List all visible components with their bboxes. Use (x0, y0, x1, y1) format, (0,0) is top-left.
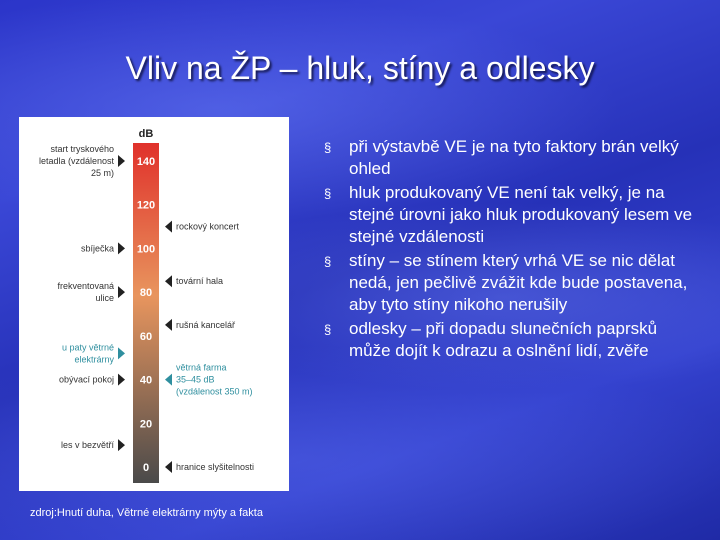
bullet-marker: § (324, 186, 332, 201)
decibel-tick-label: 40 (139, 374, 153, 387)
decibel-tick-label: 120 (136, 199, 156, 212)
left-pointer-arrow-icon (118, 374, 125, 386)
bullet-text: hluk produkovaný VE není tak velký, je na stejné úrovni jako hluk produkovaný lesem ve stejné vzdálenosti (349, 183, 693, 246)
right-noise-source-label: větrná farma (176, 362, 227, 373)
left-pointer-arrow-icon (118, 439, 125, 451)
left-noise-source-label: 25 m) (90, 168, 114, 178)
right-noise-source-label: hranice slyšitelnosti (176, 462, 255, 472)
bullet-marker: § (324, 140, 332, 155)
left-noise-source-label: ulice (95, 293, 114, 304)
bullet-item (322, 136, 702, 180)
slide-title: Vliv na ŽP – hluk, stíny a odlesky (125, 50, 595, 86)
right-noise-source-label: tovární hala (176, 276, 224, 287)
decibel-scale-bar (133, 143, 159, 483)
decibel-tick-label: 100 (136, 243, 156, 256)
left-pointer-arrow-icon (118, 155, 125, 167)
left-noise-source-label: sbíječka (80, 243, 114, 254)
decibel-tick-label: 140 (136, 156, 156, 168)
bullet-text: při výstavbě VE je na tyto faktory brán velký ohled (349, 137, 679, 178)
right-pointer-arrow-icon (165, 275, 172, 287)
right-noise-source-label: rušná kancelář (176, 319, 236, 330)
bullet-marker: § (324, 254, 332, 269)
right-pointer-arrow-icon (165, 374, 172, 386)
decibel-unit-label: dB (138, 128, 154, 140)
left-pointer-arrow-icon (118, 347, 125, 359)
right-noise-source-label: 35–45 dB (176, 374, 215, 385)
bullet-item (322, 182, 702, 248)
left-noise-source-label: les v bezvětří (60, 440, 114, 451)
left-pointer-arrow-icon (118, 286, 125, 298)
left-noise-source-label: letadla (vzdálenost (38, 156, 114, 166)
left-noise-source-label: obývací pokoj (58, 374, 114, 385)
left-pointer-arrow-icon (118, 242, 125, 254)
right-pointer-arrow-icon (165, 319, 172, 331)
right-pointer-arrow-icon (165, 221, 172, 233)
noise-scale-svg (19, 117, 289, 491)
source-caption: zdroj:Hnutí duha, Větrné elektrárny mýty a fakta (30, 507, 263, 519)
bullet-text: stíny – se stínem který vrhá VE se nic dělat nedá, jen pečlivě zvážit kde bude postavena, aby tyto stíny nikoho nerušily (349, 251, 688, 314)
left-noise-source-label: frekventovaná (57, 281, 114, 292)
decibel-tick-label: 0 (142, 462, 150, 474)
bullet-marker: § (324, 322, 332, 337)
bullet-item (322, 250, 702, 316)
decibel-tick-label: 80 (139, 287, 153, 300)
right-pointer-arrow-icon (165, 461, 172, 473)
bullet-list (322, 136, 702, 364)
decibel-tick-label: 60 (139, 330, 153, 343)
left-noise-source-label: u paty větrné (61, 342, 114, 353)
right-noise-source-label: (vzdálenost 350 m) (176, 386, 253, 397)
left-noise-source-label: elektrárny (74, 354, 114, 365)
right-noise-source-label: rockový koncert (176, 221, 240, 232)
decibel-tick-label: 20 (139, 418, 153, 431)
noise-level-figure (19, 117, 289, 491)
bullet-item (322, 318, 702, 362)
left-noise-source-label: start tryskového (50, 144, 114, 154)
bullet-text: odlesky – při dopadu slunečních paprsků může dojít k odrazu a oslnění lidí, zvěře (349, 319, 658, 360)
